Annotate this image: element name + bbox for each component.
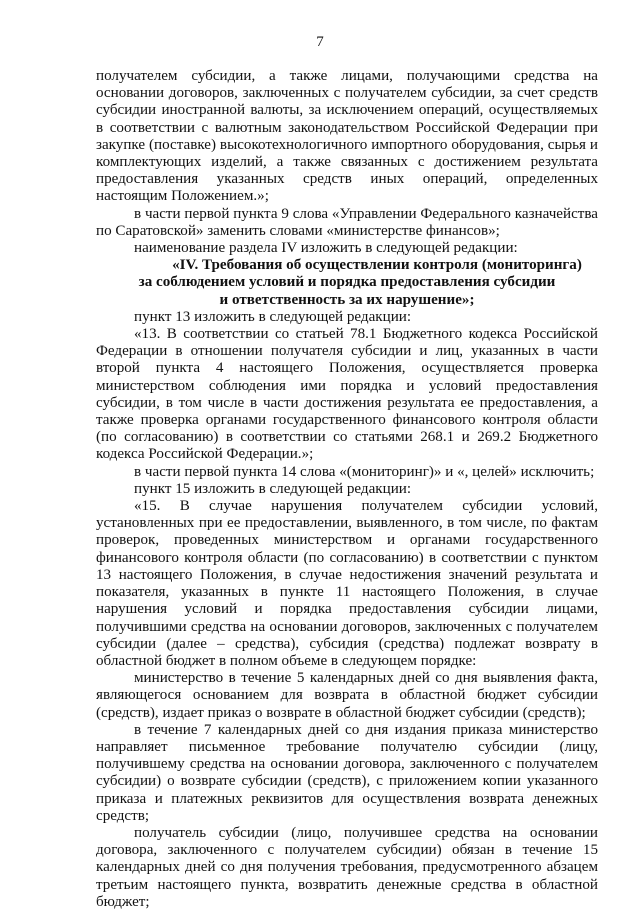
paragraph: в части первой пункта 9 слова «Управлении Федерального казначейства по Саратовской» заменить словами «министерстве финансов»; bbox=[96, 205, 598, 239]
document-body bbox=[96, 68, 598, 911]
paragraph: в течение 7 календарных дней со дня издания приказа министерство направляет письменное требование получателю субсидии (лицу, получившему средства на основании договора, заключенного с получателем субсидии) о возврате субсидии (средств), с приложением копии указанного приказа и платежных реквизитов для осуществления возврата денежных средств; bbox=[96, 721, 598, 824]
page-number: 7 bbox=[316, 34, 324, 50]
paragraph: пункт 15 изложить в следующей редакции: bbox=[134, 480, 412, 497]
paragraph: наименование раздела IV изложить в следующей редакции: bbox=[134, 240, 518, 257]
section-heading-line: за соблюдением условий и порядка предоставления субсидии bbox=[138, 274, 556, 291]
section-heading-line: «IV. Требования об осуществлении контроля (мониторинга) bbox=[172, 257, 582, 274]
section-heading-line: и ответственность за их нарушение»; bbox=[219, 291, 475, 308]
paragraph: получатель субсидии (лицо, получившее средства на основании договора, заключенного с получателем субсидии) обязан в течение 15 календарных дней со дня получения требования, предусмотренного абзацем третьим настоящего пункта, возвратить денежные средства в областной бюджет; bbox=[96, 824, 598, 910]
paragraph: получателем субсидии, а также лицами, получающими средства на основании договоров, заключенных с получателем субсидии, за счет средств субсидии иностранной валюты, за исключением операций, осуществляемых в соответствии с валютным законодательством Российской Федерации при закупке (поставке) высокотехнологичного импортного оборудования, сырья и комплектующих изделий, а также связанных с достижением результата предоставления указанных средств иных операций, определенных настоящим Положением.»; bbox=[96, 68, 598, 205]
paragraph: пункт 13 изложить в следующей редакции: bbox=[134, 308, 412, 325]
paragraph: «13. В соответствии со статьей 78.1 Бюджетного кодекса Российской Федерации в отношении получателя субсидии и лиц, указанных в части второй пункта 4 настоящего Положения, осуществляется проверка министерством соблюдения ими порядка и условий предоставления субсидии, в том числе в части достижения результата ее предоставления, а также проверка органами государственного финансового контроля области (по согласованию) в соответствии со статьями 268.1 и 269.2 Бюджетного кодекса Российской Федерации.»; bbox=[96, 326, 598, 463]
paragraph: в части первой пункта 14 слова «(мониторинг)» и «, целей» исключить; bbox=[134, 463, 595, 480]
paragraph: «15. В случае нарушения получателем субсидии условий, установленных при ее предоставлении, выявленного, в том числе, по фактам проверок, проведенных министерством и органами государственного финансового контроля области (по согласованию) в соответствии с пунктом 13 настоящего Положения, в случае недостижения значений результата и показателя, указанных в пункте 11 настоящего Положения, в случае нарушения условий и порядка предоставления субсидии лицами, получившими средства на основании договоров, заключенных с получателем субсидии (далее – средства), субсидия (средства) подлежат возврату в областной бюджет в полном объеме в следующем порядке: bbox=[96, 498, 598, 669]
paragraph: министерство в течение 5 календарных дней со дня выявления факта, являющегося основанием для возврата в областной бюджет субсидии (средств), издает приказ о возврате в областной бюджет субсидии (средств); bbox=[96, 670, 598, 721]
